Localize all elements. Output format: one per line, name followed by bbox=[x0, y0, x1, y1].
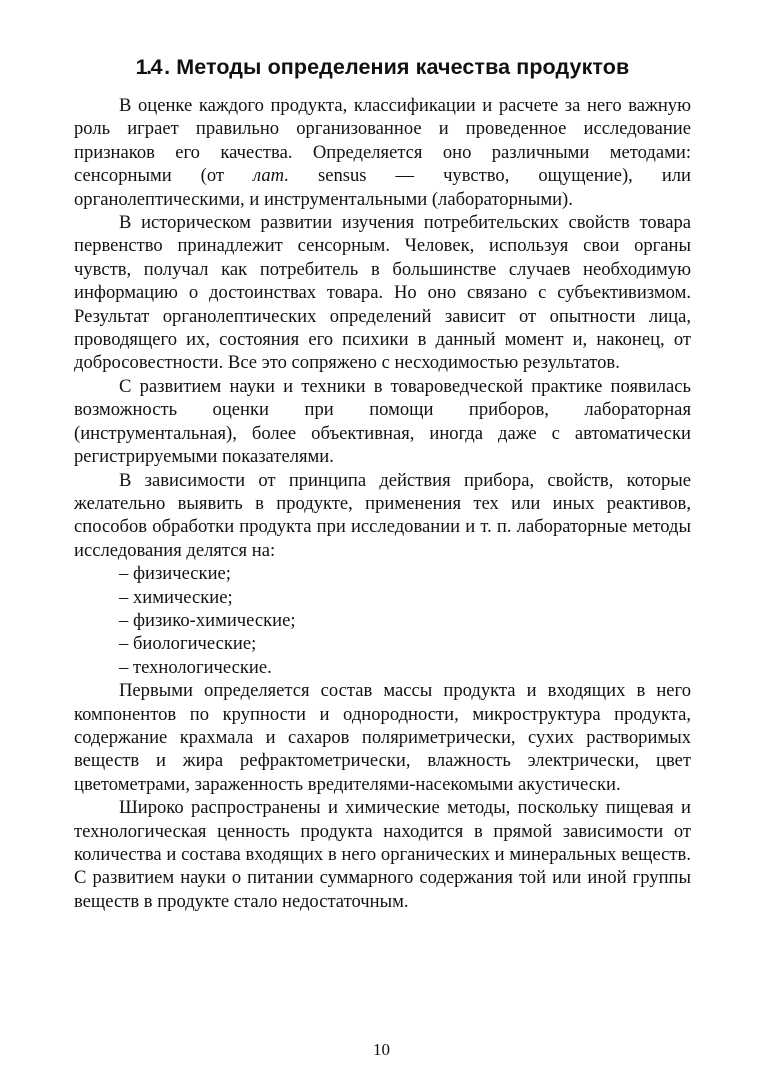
paragraph-instrumental: С развитием науки и техники в товароведческой практике появилась возможность оценки при помощи приборов, лабораторная (инструментальная), более объективная, иногда даже с автоматически регистрируемыми показателями. bbox=[74, 375, 691, 468]
page-content bbox=[74, 50, 691, 913]
italic-abbreviation: лат. bbox=[253, 165, 289, 187]
body-text bbox=[74, 94, 691, 913]
paragraph-text: В оценке каждого продукта, классификации и расчете за него важную роль играет правильно организованное и проведенное исследование признаков его качества. Определяется оно различными методами: сенсорными (от bbox=[74, 95, 691, 187]
list-item: – химические; bbox=[119, 586, 233, 608]
list-item: – биологические; bbox=[119, 633, 257, 655]
section-title: . Методы определения качества продуктов bbox=[164, 55, 630, 79]
page-number: 10 bbox=[373, 1040, 390, 1059]
paragraph-chemical-methods: Широко распространены и химические методы, поскольку пищевая и технологическая ценность продукта находится в прямой зависимости от количества и состава входящих в него органических и минеральных веществ. С развитием науки о питании суммарного содержания той или иной группы веществ в продукте стало недостаточным. bbox=[74, 797, 691, 912]
methods-list bbox=[74, 562, 691, 679]
list-item: – технологические. bbox=[119, 656, 272, 678]
list-item: – физико-химические; bbox=[119, 609, 296, 631]
paragraph-lab-methods: В зависимости от принципа действия прибора, свойств, которые желательно выявить в продукте, применения тех или иных реактивов, способов обработки продукта при исследовании и т. п. лабораторные методы исследования делятся на: bbox=[74, 469, 691, 561]
section-heading bbox=[74, 50, 691, 84]
paragraph-sensory-history: В историческом развитии изучения потребительских свойств товара первенство принадлежит сенсорным. Человек, используя свои органы чувств, получал как потребитель в большинстве случаев необходимую информацию о достоинствах товара. Но оно связано с субъективизмом. Результат органолептических определений зависит от опытности лица, проводящего их, состояния его психики в данный момент и, наконец, от добросовестности. Все это сопряжено с несходимостью результатов. bbox=[74, 212, 691, 374]
section-number: 1.4 bbox=[135, 55, 162, 79]
paragraph-text: sensus — чувство, ощущение), или органолептическими, и инструментальными (лабораторными). bbox=[74, 165, 691, 210]
list-item: – физические; bbox=[119, 563, 231, 585]
paragraph-physical-methods: Первыми определяется состав массы продукта и входящих в него компонентов по крупности и однородности, микроструктура продукта, содержание крахмала и сахаров поляриметрически, сухих растворимых веществ и жира рефрактометрически, влажность электрически, цвет цветометрами, зараженность вредителями-насекомыми акустически. bbox=[74, 680, 691, 795]
paragraph-methods-intro bbox=[74, 94, 691, 211]
